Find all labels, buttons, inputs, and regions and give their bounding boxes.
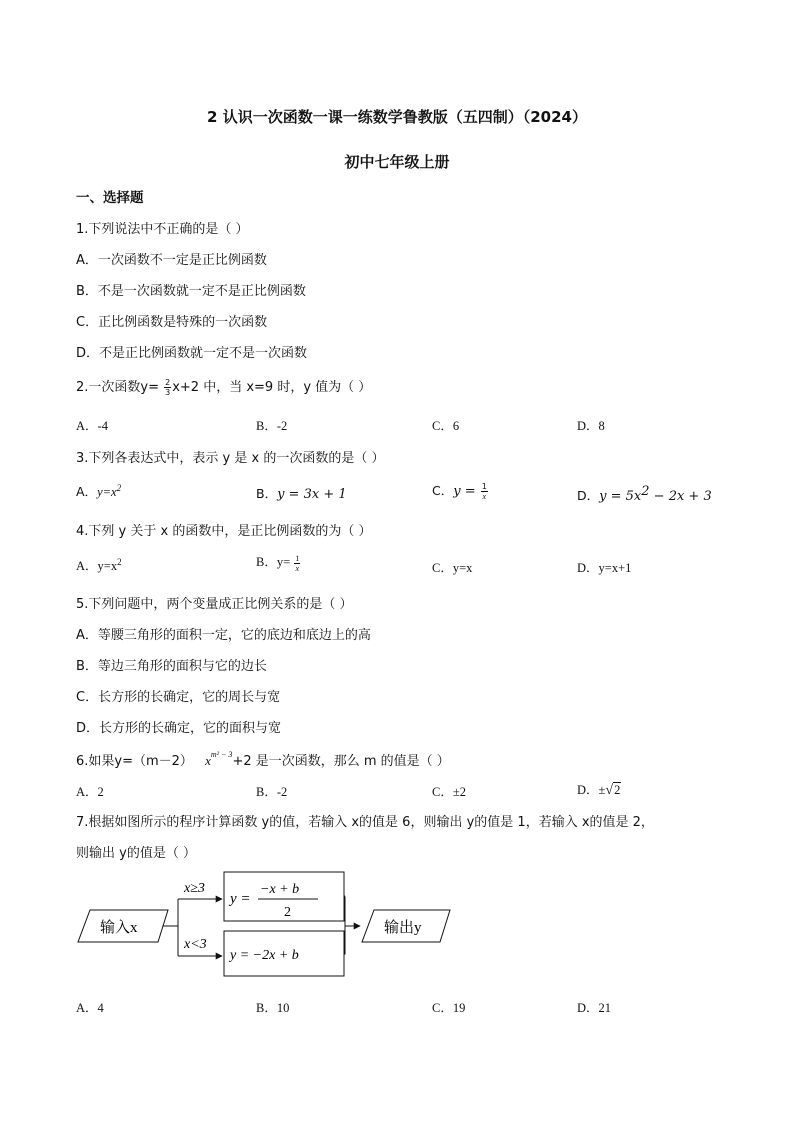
q3-c-den: x: [482, 492, 487, 501]
formula-top-lhs: y =: [230, 891, 251, 907]
q1-option-a: A．一次函数不一定是正比例函数: [76, 253, 267, 268]
sqrt-icon: √: [605, 783, 614, 798]
q7-stem-line2: 则输出 y的值是（ ）: [76, 846, 196, 861]
q4-option-a: [76, 556, 122, 574]
q1-option-c: C．正比例函数是特殊的一次函数: [76, 315, 268, 330]
q7-option-a: A．4: [76, 1001, 104, 1015]
q3-d-math1: y = 5x: [599, 489, 642, 505]
q2-option-b: B．-2: [256, 419, 288, 433]
q5-option-c: C．长方形的长确定，它的周长与宽: [76, 690, 281, 705]
q3-c-fraction: [481, 482, 488, 501]
q2-option-a: A．-4: [76, 419, 108, 433]
q7-option-d: D．21: [577, 1001, 612, 1015]
q4-b-num: 1: [295, 553, 300, 563]
output-label: 输出y: [384, 920, 422, 936]
q6-option-b: B．-2: [256, 785, 288, 799]
q2-option-d: D．8: [577, 419, 605, 433]
q3-c-math: y =: [453, 484, 480, 499]
q6-option-c: C．±2: [432, 785, 466, 799]
q6-x: x: [205, 753, 211, 768]
q7-stem-line1: 7.根据如图所示的程序计算函数 y的值，若输入 x的值是 6，则输出 y的值是 1，若输入 x的值是 2，: [76, 815, 654, 830]
q2-stem-post: x+2 中，当 x=9 时，y 值为（ ）: [172, 380, 372, 395]
q3-option-d: [577, 484, 712, 504]
q6-option-a: A．2: [76, 785, 104, 799]
q1-stem: 1.下列说法中不正确的是（ ）: [76, 222, 249, 237]
q6-pre: 6.如果y=（m－2）: [76, 754, 193, 769]
q7-flow-diagram: [72, 868, 462, 980]
q3-option-c: [432, 481, 489, 501]
formula-bottom: y = −2x + b: [230, 948, 299, 963]
q3-d-math2: − 2x + 3: [649, 489, 712, 505]
q5-stem: 5.下列问题中，两个变量成正比例关系的是（ ）: [76, 597, 353, 612]
q7-option-b: B．10: [256, 1001, 290, 1015]
document-title: 2 认识一次函数一课一练数学鲁教版（五四制）（2024）: [207, 108, 587, 126]
q4-stem: 4.下列 y 关于 x 的函数中，是正比例函数的为（ ）: [76, 524, 372, 539]
q5-option-b: B．等边三角形的面积与它的边长: [76, 659, 267, 674]
q7-option-c: C．19: [432, 1001, 466, 1015]
section-heading: 一、选择题: [76, 190, 144, 206]
q2-stem-pre: 2.一次函数y=: [76, 380, 164, 395]
q3-a-exp: 2: [116, 482, 122, 493]
q2-fraction: [164, 378, 171, 397]
formula-top-num: −x + b: [260, 882, 300, 897]
q3-b-label: B．: [256, 486, 278, 501]
q4-a-exp: 2: [117, 556, 122, 567]
q6-d-radicand: 2: [614, 783, 621, 797]
q1-option-d: D．不是正比例函数就一定不是一次函数: [76, 346, 308, 361]
q3-b-math: y = 3x + 1: [277, 487, 347, 502]
q3-stem: 3.下列各表达式中，表示 y 是 x 的一次函数的是（ ）: [76, 451, 385, 466]
q6-stem: [76, 750, 450, 769]
q5-option-d: D．长方形的长确定，它的面积与宽: [76, 721, 282, 736]
q2-frac-den: 3: [165, 388, 171, 397]
q3-d-label: D．: [577, 488, 600, 504]
q2-option-c: C．6: [432, 419, 460, 433]
q4-b-pre: B．y=: [256, 555, 294, 569]
q5-option-a: A．等腰三角形的面积一定，它的底边和底边上的高: [76, 628, 371, 643]
formula-top-den: 2: [284, 905, 291, 920]
q3-d-exp: 2: [641, 484, 650, 499]
q4-a-text: A．y=x: [76, 559, 118, 573]
q3-c-num: 1: [481, 482, 487, 491]
q4-option-b: [256, 552, 301, 573]
q3-option-a: [76, 482, 121, 500]
q2-frac-num: 2: [165, 378, 171, 387]
q4-b-den: x: [295, 563, 300, 573]
input-label: 输入x: [100, 920, 138, 936]
q3-a-label: A．: [76, 484, 98, 499]
q3-a-math: y=x: [97, 485, 117, 499]
condition-top: x≥3: [184, 881, 205, 896]
q6-exponent: m² − 3: [210, 749, 233, 759]
condition-bottom: x<3: [184, 937, 207, 952]
q3-option-b: [256, 484, 347, 502]
q2-stem: [76, 376, 371, 397]
q6-option-d: [577, 780, 621, 799]
q4-b-fraction: [294, 554, 300, 573]
q6-d-pre: D．±: [577, 783, 606, 797]
q4-option-d: D．y=x+1: [577, 561, 632, 575]
q6-post: +2 是一次函数，那么 m 的值是（ ）: [232, 754, 450, 769]
q4-option-c: C．y=x: [432, 561, 473, 575]
q3-c-label: C．: [432, 483, 454, 498]
document-subtitle: 初中七年级上册: [344, 153, 450, 171]
q1-option-b: B．不是一次函数就一定不是正比例函数: [76, 284, 306, 299]
